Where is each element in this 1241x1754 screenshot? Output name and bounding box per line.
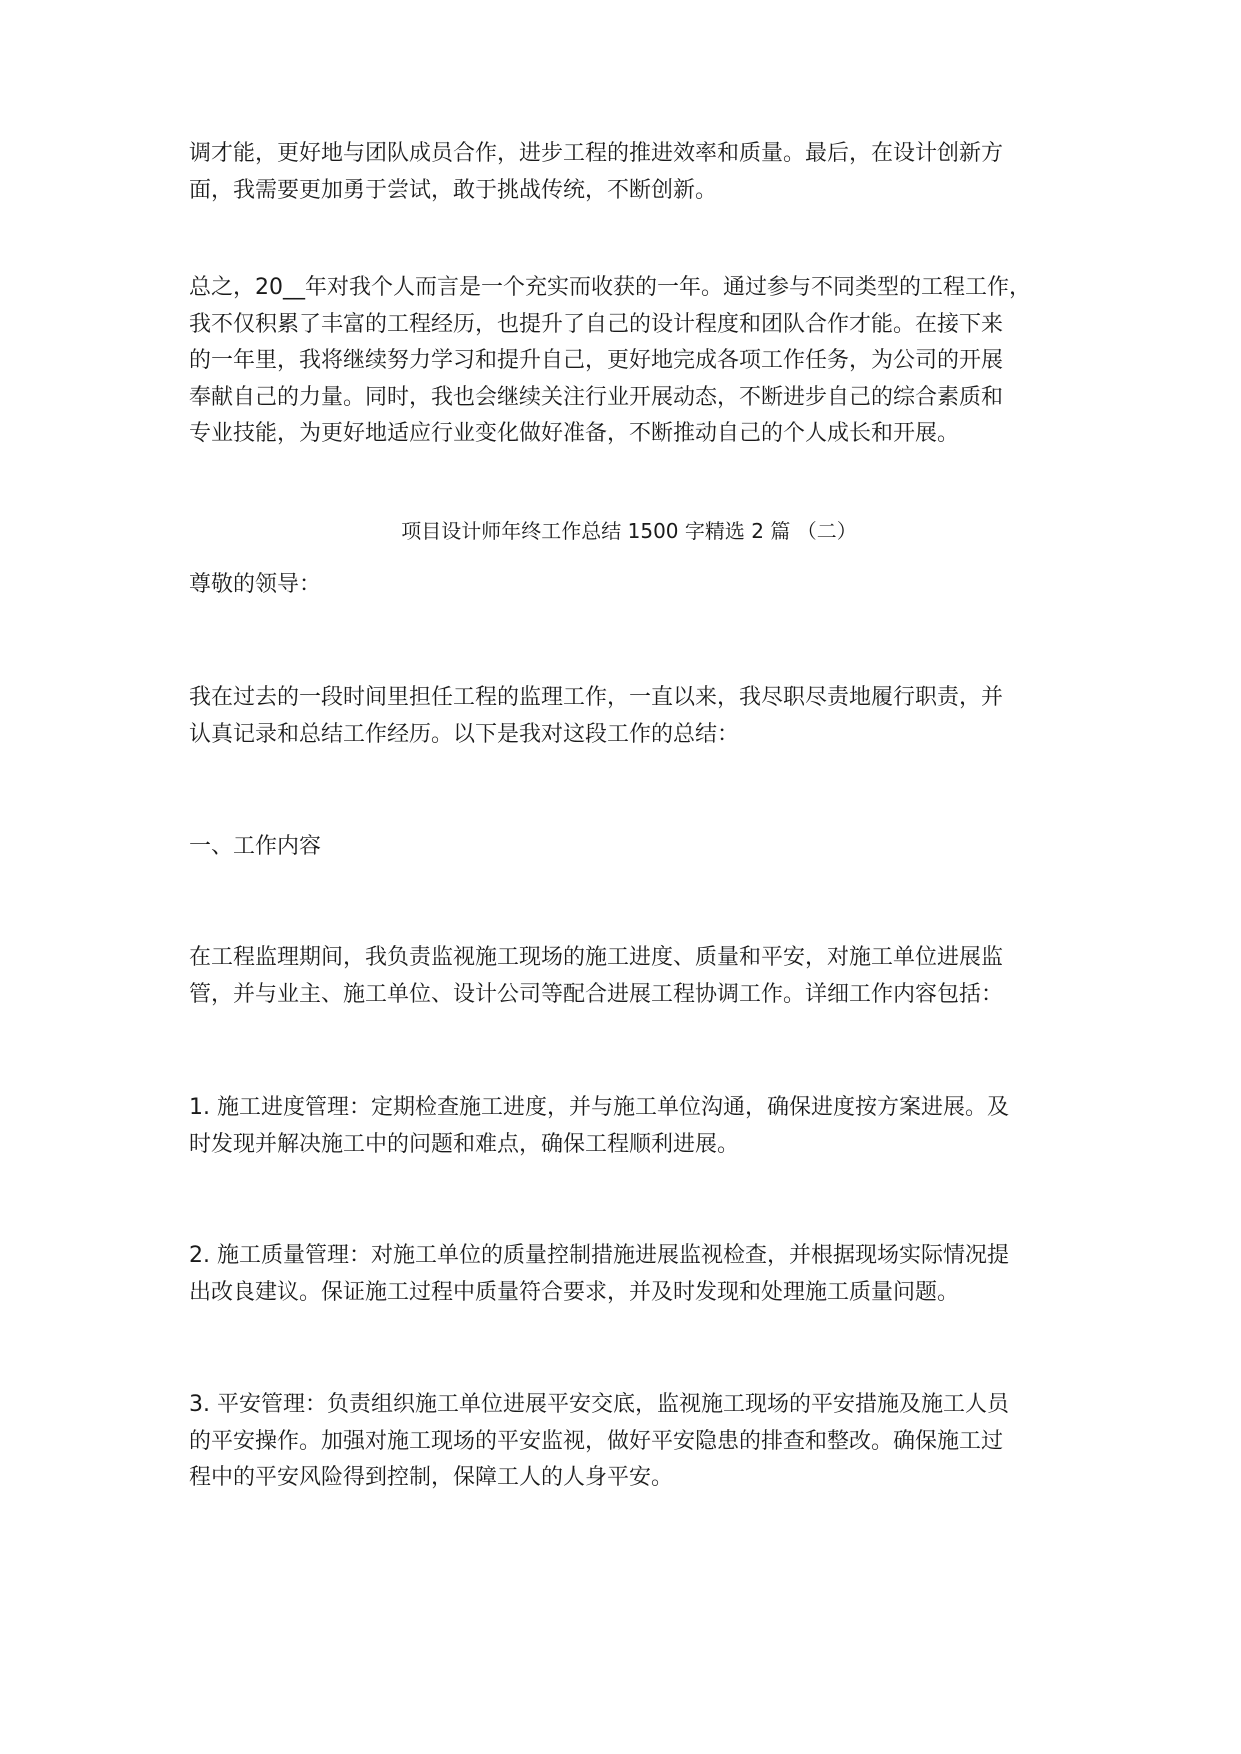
section-title: 项目设计师年终工作总结 1500 字精选 2 篇 （二） [401,519,857,543]
heading-work-content: 一、工作内容 [189,834,322,859]
text-line: 总之，20__年对我个人而言是一个充实而收获的一年。通过参与不同类型的工程工作， [189,275,1031,300]
text-line: 的一年里，我将继续努力学习和提升自己，更好地完成各项工作任务，为公司的开展 [189,348,1004,373]
paragraph-summary [189,270,1069,453]
text-line: 时发现并解决施工中的问题和难点，确保工程顺利进展。 [189,1131,740,1157]
paragraph-duty [189,680,1069,753]
text-line: 程中的平安风险得到控制，保障工人的人身平安。 [189,1465,674,1490]
text-line: 认真记录和总结工作经历。以下是我对这段工作的总结： [189,721,740,747]
text-line: 1. 施工进度管理：定期检查施工进度，并与施工单位沟通，确保进度按方案进展。及 [189,1095,1009,1120]
text-line: 2. 施工质量管理：对施工单位的质量控制措施进展监视检查，并根据现场实际情况提 [189,1243,1009,1268]
text-line: 面，我需要更加勇于尝试，敢于挑战传统，不断创新。 [189,177,718,203]
text-line: 在工程监理期间，我负责监视施工现场的施工进度、质量和平安，对施工单位进展监 [189,945,1004,970]
text-line: 管，并与业主、施工单位、设计公司等配合进展工程协调工作。详细工作内容包括： [189,981,1004,1007]
text-line: 的平安操作。加强对施工现场的平安监视，做好平安隐患的排查和整改。确保施工过 [189,1428,1004,1454]
list-item-quality [189,1238,1069,1311]
text-line: 调才能，更好地与团队成员合作，进步工程的推进效率和质量。最后，在设计创新方 [189,141,1004,166]
text-line: 我不仅积累了丰富的工程经历，也提升了自己的设计程度和团队合作才能。在接下来 [189,311,1004,337]
text-line: 我在过去的一段时间里担任工程的监理工作，一直以来，我尽职尽责地履行职责，并 [189,685,1004,710]
text-line: 奉献自己的力量。同时，我也会继续关注行业开展动态，不断进步自己的综合素质和 [189,384,1004,410]
text-line: 出改良建议。保证施工过程中质量符合要求，并及时发现和处理施工质量问题。 [189,1279,960,1305]
greeting: 尊敬的领导： [189,572,322,597]
paragraph-intro [189,136,1069,209]
text-line: 专业技能，为更好地适应行业变化做好准备，不断推动自己的个人成长和开展。 [189,421,960,446]
paragraph-work [189,940,1069,1013]
list-item-schedule [189,1090,1069,1163]
list-item-safety [189,1387,1069,1497]
text-line: 3. 平安管理：负责组织施工单位进展平安交底，监视施工现场的平安措施及施工人员 [189,1392,1009,1417]
